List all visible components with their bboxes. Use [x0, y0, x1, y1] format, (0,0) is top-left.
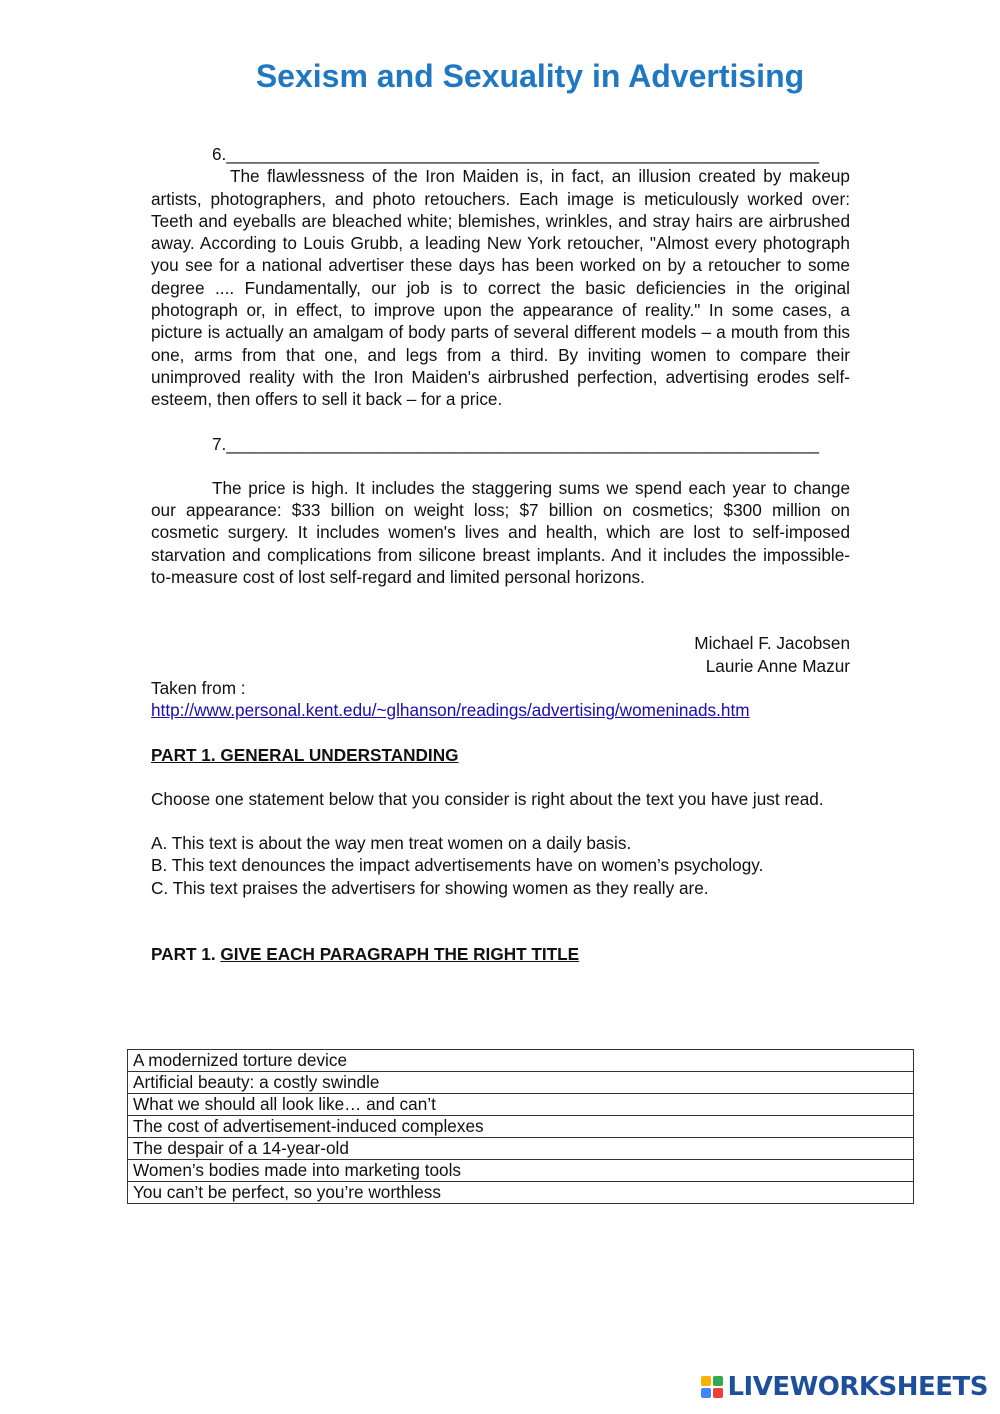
part2-heading — [151, 943, 850, 965]
author-2: Laurie Anne Mazur — [705, 655, 850, 676]
source-link[interactable]: http://www.personal.kent.edu/~glhanson/readings/advertising/womeninads.htm — [151, 700, 750, 721]
table-row — [128, 1072, 914, 1094]
table-row — [128, 1094, 914, 1116]
part1-instruction: Choose one statement below that you consider is right about the text you have just read. — [151, 788, 824, 809]
paragraph-6-text: The flawlessness of the Iron Maiden is, in fact, an illusion created by makeup artists, photographers, and photo retouchers. Each image is meticulously worked over: Teeth and eyeballs are bleached white; blemishes, wrinkles, and stray hairs are airbrushed away. According to Louis Grubb, a leading New York retoucher, "Almost every photograph you see for a national advertiser these days has been worked on by a retoucher to some degree .... Fundamentally, our job is to correct the basic deficiencies in the original photograph or, in effect, to improve upon the appearance of reality." In some cases, a picture is actually an amalgam of body parts of several different models – a mouth from this one, arms from that one, and legs from a third. By inviting women to compare their unimproved reality with the Iron Maiden's airbrushed perfection, advertising erodes self-esteem, then offers to sell it back – for a price. — [151, 166, 850, 410]
option-a[interactable]: A. This text is about the way men treat women on a daily basis. — [151, 833, 632, 854]
article-body — [151, 143, 850, 965]
liveworksheets-logo — [701, 1372, 988, 1402]
author-1: Michael F. Jacobsen — [694, 633, 850, 654]
paragraph-7-text: The price is high. It includes the staggering sums we spend each year to change our appearance: $33 billion on weight loss; $7 billion on cosmetics; $300 million on cosmetic surgery. It includes women's lives and health, which are lost to self-imposed starvation and complications from silicone breast implants. And it includes the impossible-to-measure cost of lost self-regard and limited personal horizons. — [151, 477, 850, 588]
part2-heading-prefix: PART 1. — [151, 944, 216, 965]
table-row — [128, 1050, 914, 1072]
paragraph-7-title-blank[interactable]: 7.______________________________________________________________ — [212, 433, 819, 454]
title-cell[interactable]: The despair of a 14-year-old — [128, 1138, 914, 1160]
logo-square-3 — [701, 1388, 711, 1398]
source-label: Taken from : — [151, 677, 246, 698]
part2-heading-text: GIVE EACH PARAGRAPH THE RIGHT TITLE — [220, 944, 580, 965]
title-cell[interactable]: You can’t be perfect, so you’re worthless — [128, 1182, 914, 1204]
title-cell[interactable]: Artificial beauty: a costly swindle — [128, 1072, 914, 1094]
table-row — [128, 1182, 914, 1204]
table-row — [128, 1138, 914, 1160]
logo-square-2 — [713, 1376, 723, 1386]
title-cell[interactable]: The cost of advertisement-induced complexes — [128, 1116, 914, 1138]
paragraph-6-title-blank[interactable]: 6.______________________________________________________________ — [212, 144, 819, 164]
title-cell[interactable]: What we should all look like… and can’t — [128, 1094, 914, 1116]
table-row — [128, 1160, 914, 1182]
logo-text: LIVEWORKSHEETS — [727, 1372, 988, 1402]
option-b[interactable]: B. This text denounces the impact advertisements have on women’s psychology. — [151, 855, 764, 876]
logo-square-1 — [701, 1376, 711, 1386]
title-cell[interactable]: Women’s bodies made into marketing tools — [128, 1160, 914, 1182]
table-row — [128, 1116, 914, 1138]
option-c[interactable]: C. This text praises the advertisers for showing women as they really are. — [151, 877, 709, 898]
page-title: Sexism and Sexuality in Advertising — [255, 58, 805, 94]
paragraph-titles-table — [127, 1049, 914, 1204]
logo-mark-icon — [701, 1376, 723, 1398]
title-cell[interactable]: A modernized torture device — [128, 1050, 914, 1072]
part1-heading: PART 1. GENERAL UNDERSTANDING — [151, 744, 459, 765]
logo-square-4 — [713, 1388, 723, 1398]
